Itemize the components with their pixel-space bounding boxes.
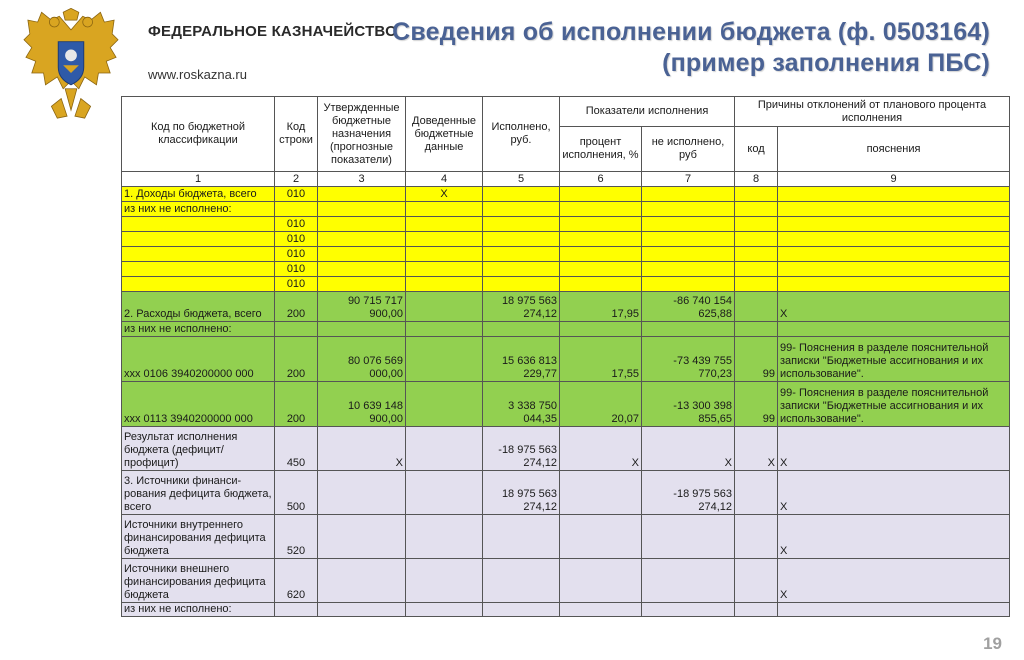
table-cell — [642, 322, 735, 337]
slide-title — [392, 17, 990, 79]
column-number: 4 — [406, 172, 483, 187]
table-cell — [318, 217, 406, 232]
header-reasons: Причины отклонений от планового процента исполнения — [735, 97, 1010, 127]
column-number: 9 — [778, 172, 1010, 187]
table-cell — [318, 515, 406, 559]
table-cell: 500 — [275, 471, 318, 515]
table-cell — [560, 559, 642, 603]
table-cell — [406, 382, 483, 427]
table-cell — [275, 202, 318, 217]
table-row — [122, 603, 1010, 617]
table-cell: 010 — [275, 217, 318, 232]
header-code-classification: Код по бюджетной классификации — [122, 97, 275, 172]
table-cell — [642, 247, 735, 262]
table-cell — [642, 217, 735, 232]
table-cell: 18 975 563 274,12 — [483, 292, 560, 322]
column-number: 7 — [642, 172, 735, 187]
table-cell — [318, 559, 406, 603]
table-cell — [483, 322, 560, 337]
table-cell: 520 — [275, 515, 318, 559]
table-row — [122, 232, 1010, 247]
table-cell — [318, 322, 406, 337]
table-cell — [318, 603, 406, 617]
table-cell — [735, 559, 778, 603]
column-number: 3 — [318, 172, 406, 187]
table-cell — [483, 559, 560, 603]
table-cell: -18 975 563 274,12 — [642, 471, 735, 515]
table-row — [122, 247, 1010, 262]
table-row — [122, 337, 1010, 382]
table-cell: X — [778, 471, 1010, 515]
column-numbers-row — [122, 172, 1010, 187]
table-cell: 200 — [275, 382, 318, 427]
table-cell: 450 — [275, 427, 318, 471]
table-cell: 17,95 — [560, 292, 642, 322]
table-cell — [778, 277, 1010, 292]
header-reason-code: код — [735, 127, 778, 172]
table-cell: 99- Пояснения в разделе пояснительной записки "Бюджетные ассигнования и их использование". — [778, 382, 1010, 427]
table-cell — [406, 559, 483, 603]
table-cell: 20,07 — [560, 382, 642, 427]
title-line-2: (пример заполнения ПБС) — [662, 49, 990, 77]
column-number: 1 — [122, 172, 275, 187]
table-row — [122, 471, 1010, 515]
table-cell — [560, 202, 642, 217]
table-cell: X — [318, 427, 406, 471]
table-cell — [778, 202, 1010, 217]
table-cell: 620 — [275, 559, 318, 603]
table-cell — [122, 262, 275, 277]
table-cell — [560, 187, 642, 202]
table-cell — [642, 262, 735, 277]
table-cell — [406, 515, 483, 559]
table-cell — [406, 337, 483, 382]
table-cell — [406, 247, 483, 262]
header-delivered: Доведенные бюджетные данные — [406, 97, 483, 172]
table-cell — [318, 202, 406, 217]
table-row — [122, 559, 1010, 603]
table-cell — [735, 277, 778, 292]
table-cell — [735, 515, 778, 559]
table-cell: -86 740 154 625,88 — [642, 292, 735, 322]
table-cell — [778, 232, 1010, 247]
table-row — [122, 427, 1010, 471]
table-cell — [560, 471, 642, 515]
table-cell — [318, 247, 406, 262]
table-cell — [483, 202, 560, 217]
table-cell — [406, 262, 483, 277]
table-cell: Источники внутреннего финансирования дефицита бюджета — [122, 515, 275, 559]
header-approved: Утвержденные бюджетные назначения (прогнозные показатели) — [318, 97, 406, 172]
table-cell: 17,55 — [560, 337, 642, 382]
table-cell — [406, 232, 483, 247]
table-cell: 18 975 563 274,12 — [483, 471, 560, 515]
table-cell — [122, 232, 275, 247]
table-cell — [560, 262, 642, 277]
table-cell: из них не исполнено: — [122, 202, 275, 217]
table-cell — [560, 247, 642, 262]
table-cell — [735, 247, 778, 262]
table-cell — [735, 217, 778, 232]
table-cell — [642, 187, 735, 202]
table-cell — [560, 515, 642, 559]
table-cell: 200 — [275, 292, 318, 322]
table-cell — [406, 322, 483, 337]
table-cell — [642, 277, 735, 292]
table-cell — [642, 202, 735, 217]
header-indicators: Показатели исполнения — [560, 97, 735, 127]
table-cell: X — [735, 427, 778, 471]
table-cell: 99 — [735, 382, 778, 427]
table-cell — [735, 262, 778, 277]
table-cell: 010 — [275, 262, 318, 277]
website-link[interactable]: www.roskazna.ru — [148, 67, 247, 82]
table-cell: -13 300 398 855,65 — [642, 382, 735, 427]
budget-execution-table — [121, 96, 1010, 617]
table-row — [122, 322, 1010, 337]
table-cell — [122, 247, 275, 262]
header-row-code: Код строки — [275, 97, 318, 172]
table-cell — [406, 217, 483, 232]
table-cell: Источники внешнего финансирования дефицита бюджета — [122, 559, 275, 603]
table-cell — [318, 262, 406, 277]
table-cell: xxx 0106 3940200000 000 — [122, 337, 275, 382]
table-cell — [318, 187, 406, 202]
table-cell — [318, 232, 406, 247]
table-cell: 010 — [275, 277, 318, 292]
org-name: ФЕДЕРАЛЬНОЕ КАЗНАЧЕЙСТВО — [148, 23, 397, 40]
table-cell — [560, 232, 642, 247]
table-cell — [642, 232, 735, 247]
table-row — [122, 515, 1010, 559]
table-cell: xxx 0113 3940200000 000 — [122, 382, 275, 427]
table-cell — [560, 277, 642, 292]
table-cell: 1. Доходы бюджета, всего — [122, 187, 275, 202]
table-cell: 3. Источники финанси-рования дефицита бюджета, всего — [122, 471, 275, 515]
page-number: 19 — [983, 634, 1002, 653]
header-not-executed: не исполнено, руб — [642, 127, 735, 172]
table-cell — [483, 277, 560, 292]
column-number: 5 — [483, 172, 560, 187]
table-cell: 3 338 750 044,35 — [483, 382, 560, 427]
table-cell: 15 636 813 229,77 — [483, 337, 560, 382]
table-cell — [778, 262, 1010, 277]
table-cell: X — [560, 427, 642, 471]
table-cell: Результат исполнения бюджета (дефицит/профицит) — [122, 427, 275, 471]
table-row — [122, 217, 1010, 232]
table-row — [122, 382, 1010, 427]
table-cell — [275, 603, 318, 617]
table-cell — [406, 603, 483, 617]
table-cell — [778, 187, 1010, 202]
table-cell: X — [642, 427, 735, 471]
table-cell — [560, 603, 642, 617]
table-cell — [778, 217, 1010, 232]
table-cell — [735, 471, 778, 515]
table-cell: 010 — [275, 232, 318, 247]
table-cell — [483, 247, 560, 262]
table-cell — [778, 322, 1010, 337]
table-cell — [560, 322, 642, 337]
table-cell — [122, 217, 275, 232]
table-cell: X — [778, 515, 1010, 559]
table-cell — [483, 187, 560, 202]
table-cell: 10 639 148 900,00 — [318, 382, 406, 427]
table-cell: 99 — [735, 337, 778, 382]
table-cell — [406, 277, 483, 292]
table-cell: X — [778, 559, 1010, 603]
table-cell — [483, 262, 560, 277]
coat-of-arms-emblem — [22, 8, 120, 142]
table-cell — [642, 603, 735, 617]
table-row — [122, 187, 1010, 202]
table-cell: 99- Пояснения в разделе пояснительной записки "Бюджетные ассигнования и их использование". — [778, 337, 1010, 382]
table-cell: 90 715 717 900,00 — [318, 292, 406, 322]
table-row — [122, 277, 1010, 292]
table-cell — [560, 217, 642, 232]
table-cell: X — [778, 292, 1010, 322]
table-cell — [275, 322, 318, 337]
table-cell — [406, 202, 483, 217]
table-cell — [483, 217, 560, 232]
table-row — [122, 262, 1010, 277]
table-cell: 2. Расходы бюджета, всего — [122, 292, 275, 322]
table-cell — [735, 232, 778, 247]
table-cell — [318, 471, 406, 515]
table-cell — [483, 603, 560, 617]
table-cell: из них не исполнено: — [122, 322, 275, 337]
header-explanations: пояснения — [778, 127, 1010, 172]
table-cell — [642, 559, 735, 603]
table-cell: 200 — [275, 337, 318, 382]
table-cell — [735, 202, 778, 217]
table-cell — [122, 277, 275, 292]
table-cell: 80 076 569 000,00 — [318, 337, 406, 382]
table-cell: из них не исполнено: — [122, 603, 275, 617]
table-cell — [735, 603, 778, 617]
table-cell — [778, 603, 1010, 617]
table-cell: 010 — [275, 187, 318, 202]
table-cell: -73 439 755 770,23 — [642, 337, 735, 382]
column-number: 6 — [560, 172, 642, 187]
title-line-1: Сведения об исполнении бюджета (ф. 0503164) — [392, 18, 990, 46]
table-cell — [735, 187, 778, 202]
column-number: 8 — [735, 172, 778, 187]
table-cell — [735, 292, 778, 322]
table-cell — [406, 292, 483, 322]
table-cell — [318, 277, 406, 292]
table-row — [122, 292, 1010, 322]
table-cell — [735, 322, 778, 337]
table-cell — [778, 247, 1010, 262]
header-percent: процент исполнения, % — [560, 127, 642, 172]
table-row — [122, 202, 1010, 217]
table-cell — [483, 515, 560, 559]
table-cell — [483, 232, 560, 247]
table-cell: -18 975 563 274,12 — [483, 427, 560, 471]
table-cell: 010 — [275, 247, 318, 262]
column-number: 2 — [275, 172, 318, 187]
table-cell — [642, 515, 735, 559]
table-cell: X — [778, 427, 1010, 471]
header-executed: Исполнено, руб. — [483, 97, 560, 172]
table-cell — [406, 471, 483, 515]
table-cell — [406, 427, 483, 471]
table-cell: X — [406, 187, 483, 202]
